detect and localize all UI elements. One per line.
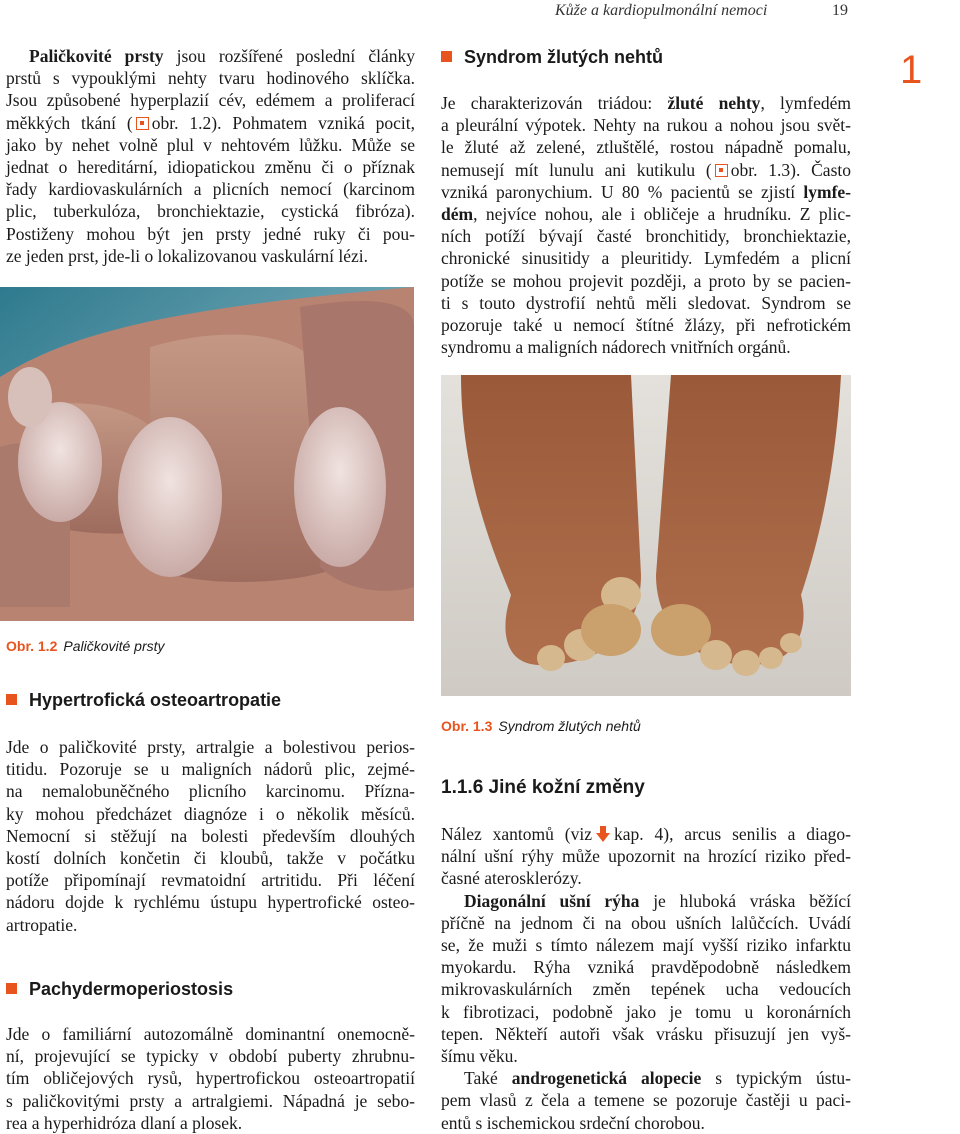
- section-bullet-icon: [441, 51, 452, 62]
- arrow-down-icon: [596, 826, 610, 842]
- figure-1-3-caption: Obr. 1.3 Syndrom žlutých nehtů: [441, 718, 641, 734]
- clubbed-fingers-photo: [0, 287, 414, 621]
- yellow-nail-feet-photo: [441, 375, 851, 696]
- chapter-number-tab: 1: [900, 48, 923, 92]
- subsection-heading-other-skin-changes: 1.1.6 Jiné kožní změny: [441, 777, 645, 798]
- page-number: 19: [832, 2, 848, 19]
- hypertrophic-osteoarthropathy-paragraph: Jde o paličkovité prsty, artralgie a bolestivou perios- titidu. Pozoruje se u maligních nádorů plic, zejmé- na nemalobuněčného plicního karcinomu. Přízna- ky mohou předcházet diagnóze i o několik měsíců. Nemocní si stěžují na bolesti především dlouhých kostí dolních končetin či kloubů, takže v počátku potíže připomínají revmatoidní artritidu. Při léčení nádoru dojde k rychlému ústupu hypertrofické osteo- artropatie.: [6, 737, 415, 935]
- yellow-nail-syndrome-paragraph: Je charakterizován triádou: žluté nehty, lymfedém a pleurální výpotek. Nehty na rukou a nohou jsou svět- le žluté až zelené, ztluštělé, rostou nápadně pomalu, nemusejí mít lunulu ani kutikulu ( obr. 1.3). Často vzniká paronychium. U 80 % pacientů se zjistí lymfe- dém, nejvíce nohou, ale i obličeje a hrudníku. Z plic- ních potíží bývají časté bronchitidy, bronchiektazie, chronické sinusitidy a pleuritidy. Lymfedém a plicní potíže se mohou projevit později, a proto by se pacien- ti s touto dystrofií nehtů měli sledovat. Syndrom se pozoruje také u nemocí štítné žlázy, při nefrotickém syndromu a maligních nádorech vnitřních orgánů.: [441, 93, 851, 358]
- term-bold: Paličkovité prsty: [29, 46, 164, 66]
- pachydermoperiostosis-paragraph: Jde o familiární autozomálně dominantní onemocně- ní, projevující se typicky v období puberty zhrubnu- tím obličejových rysů, hypertrofickou osteoartropatií s paličkovitými prsty a artralgiemi. Nápadná je sebo- rea a hyperhidróza dlaní a plosek.: [6, 1024, 415, 1133]
- section-bullet-icon: [6, 983, 17, 994]
- figure-ref-icon: [136, 117, 149, 130]
- figure-1-2-caption: Obr. 1.2 Paličkovité prsty: [6, 638, 165, 654]
- section-heading-pachydermoperiostosis: Pachydermoperiostosis: [6, 979, 233, 1000]
- running-header-title: Kůže a kardiopulmonální nemoci: [555, 2, 768, 19]
- other-skin-changes-paragraph: Nález xantomů (viz kap. 4), arcus senilis a diago- nální ušní rýhy může upozornit na hrozící riziko před- časné aterosklerózy. Diagonální ušní rýha je hluboká vráska běžící příčně na jednom či na obou ušních lalůčcích. Uvádí se, že muži s tímto nálezem mají vyšší riziko infarktu myokardu. Rýha vzniká pravděpodobně následkem mikrovaskulárních změn tepének ucha vedoucích k fibrotizaci, podobně jako je tomu u koronárních tepen. Někteří autoři však vrásku přisuzují jen vyš- šímu věku. Také androgenetická alopecie s typickým ústu- pem vlasů z čela a temene se pozoruje častěji u paci- entů s ischemickou srdeční chorobou.: [441, 824, 851, 1133]
- section-bullet-icon: [6, 694, 17, 705]
- section-heading-yellow-nail-syndrome: Syndrom žlutých nehtů: [441, 47, 663, 68]
- figure-ref-icon: [715, 164, 728, 177]
- clubbing-intro-paragraph: Paličkovité prsty jsou rozšířené poslední články prstů s vypouklými nehty tvaru hodinového sklíčka. Jsou způsobené hyperplazií cév, edémem a proliferací měkkých tkání ( obr. 1.2). Pohmatem vzniká pocit, jako by nehet volně plul v nehtovém lůžku. Může se jednat o hereditární, idiopatickou změnu či o příznak řady kardiovaskulárních a plicních nemocí (karcinom plic, tuberkulóza, bronchiektazie, cystická fibróza). Postiženy mohou být jen prsty jedné ruky či pou- ze jeden prst, jde-li o lokalizovanou vaskulární lézi.: [6, 46, 415, 266]
- section-heading-hypertrophic-osteoarthropathy: Hypertrofická osteoartropatie: [6, 690, 281, 711]
